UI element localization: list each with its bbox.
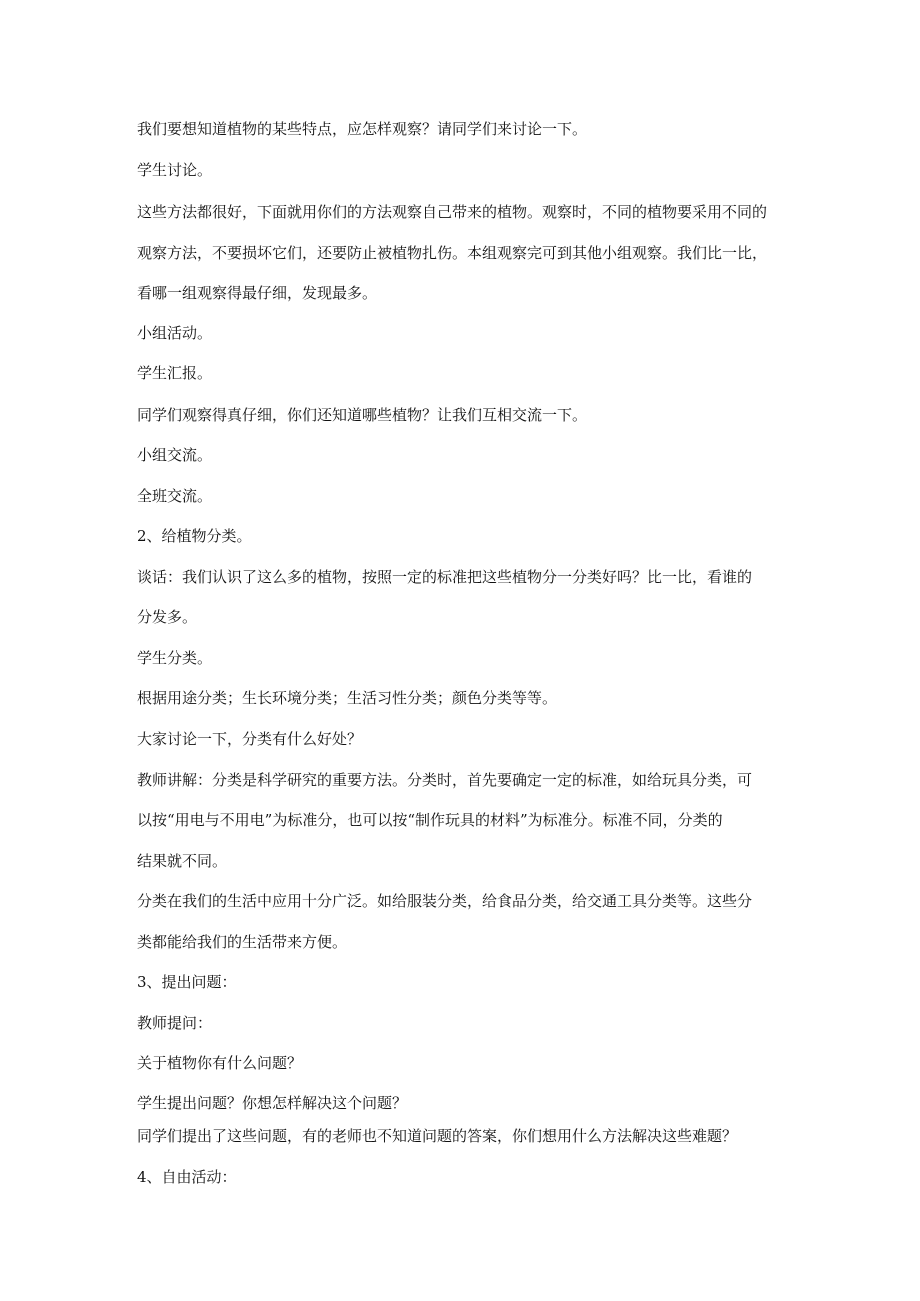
text-line: 结果就不同。 (137, 852, 228, 870)
text-line: 我们要想知道植物的某些特点，应怎样观察？请同学们来讨论一下。 (137, 120, 588, 138)
text-line: 这些方法都很好，下面就用你们的方法观察自己带来的植物。观察时，不同的植物要采用不同的 (137, 203, 768, 221)
text-line: 同学们提出了这些问题，有的老师也不知道问题的答案，你们想用什么方法解决这些难题？ (137, 1127, 738, 1145)
text-line: 分类在我们的生活中应用十分广泛。如给服装分类，给食品分类，给交通工具分类等。这些分 (137, 892, 753, 910)
section-heading: 2、给植物分类。 (137, 527, 252, 545)
text-line: 谈话：我们认识了这么多的植物，按照一定的标准把这些植物分一分类好吗？比一比，看谁的 (137, 568, 753, 586)
text-line: 分发多。 (137, 608, 198, 626)
text-line: 类都能给我们的生活带来方便。 (137, 933, 348, 951)
text-line: 同学们观察得真仔细，你们还知道哪些植物？让我们互相交流一下。 (137, 406, 588, 424)
text-line: 学生汇报。 (137, 364, 213, 382)
text-line: 教师提问： (137, 1014, 213, 1032)
text-line: 学生提出问题？你想怎样解决这个问题？ (137, 1094, 408, 1112)
text-line: 教师讲解：分类是科学研究的重要方法。分类时，首先要确定一定的标准，如给玩具分类，可 (137, 771, 753, 789)
section-heading: 3、提出问题： (137, 973, 237, 991)
text-line: 看哪一组观察得最仔细，发现最多。 (137, 284, 378, 302)
text-line: 以按“用电与不用电”为标准分，也可以按“制作玩具的材料”为标准分。标准不同，分类的 (137, 811, 723, 829)
text-line: 观察方法，不要损坏它们，还要防止被植物扎伤。本组观察完可到其他小组观察。我们比一比， (137, 244, 768, 262)
text-line: 小组交流。 (137, 446, 213, 464)
text-line: 根据用途分类；生长环境分类；生活习性分类；颜色分类等等。 (137, 689, 558, 707)
text-line: 小组活动。 (137, 324, 213, 342)
text-line: 学生分类。 (137, 649, 213, 667)
text-line: 大家讨论一下，分类有什么好处？ (137, 730, 363, 748)
text-line: 关于植物你有什么问题？ (137, 1054, 303, 1072)
section-heading: 4、自由活动： (137, 1168, 237, 1186)
text-line: 学生讨论。 (137, 161, 213, 179)
text-line: 全班交流。 (137, 487, 213, 505)
